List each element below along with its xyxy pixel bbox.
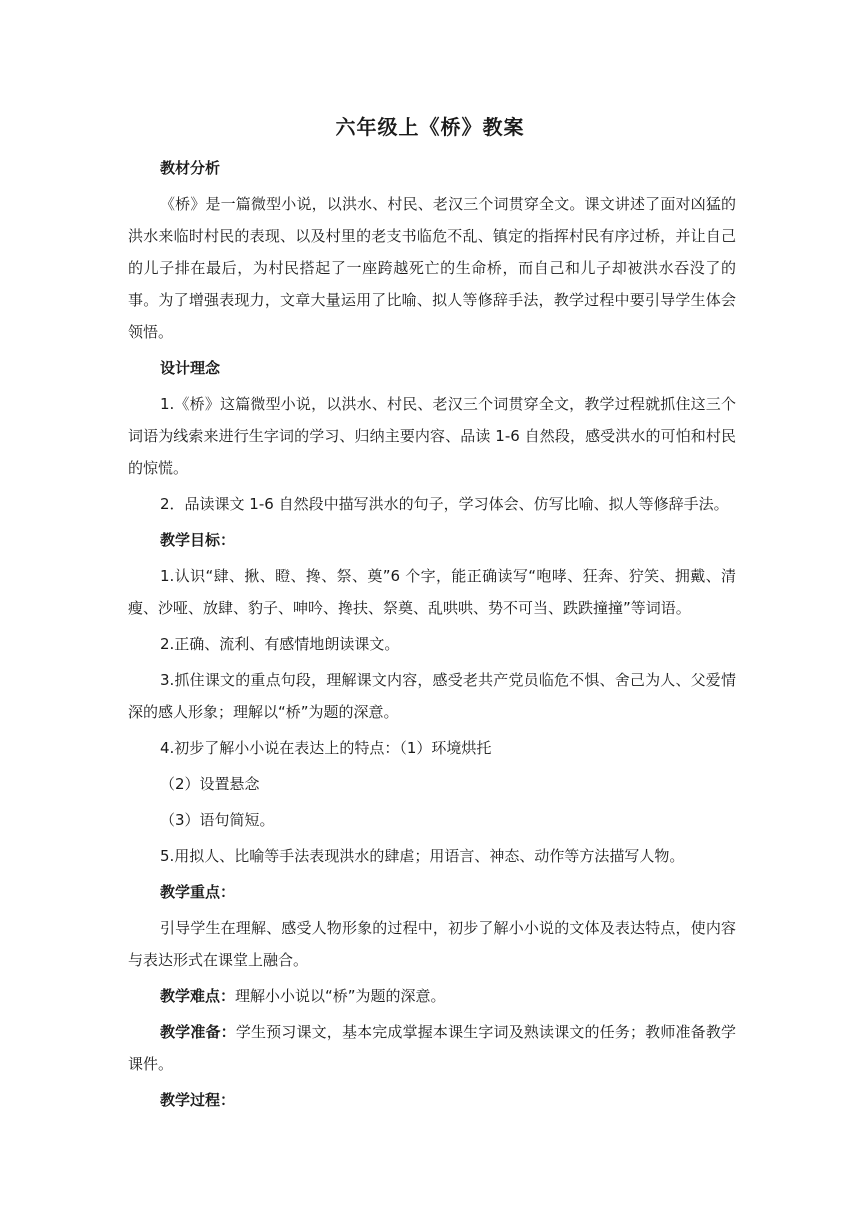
difficulty-paragraph: [128, 980, 736, 1012]
key-points-paragraph: 引导学生在理解、感受人物形象的过程中，初步了解小小说的文体及表达特点，使内容与表达形式在课堂上融合。: [128, 919, 736, 969]
document-title: 六年级上《桥》教案: [335, 115, 525, 139]
difficulty-text: 理解小小说以“桥”为题的深意。: [235, 987, 446, 1005]
analysis-heading: 教材分析: [160, 159, 221, 177]
analysis-paragraph: 《桥》是一篇微型小说，以洪水、村民、老汉三个词贯穿全文。课文讲述了面对凶猛的洪水来临时村民的表现、以及村里的老支书临危不乱、镇定的指挥村民有序过桥，并让自己的儿子排在最后，为村民搭起了一座跨越死亡的生命桥，而自己和儿子却被洪水吞没了的事。为了增强表现力，文章大量运用了比喻、拟人等修辞手法，教学过程中要引导学生体会领悟。: [128, 195, 736, 341]
goal-item-2: 2.正确、流利、有感情地朗读课文。: [160, 635, 400, 653]
goals-heading: 教学目标：: [160, 531, 236, 549]
goal-item-4-sub-3: （3）语句简短。: [160, 811, 275, 829]
concept-item-1: 1.《桥》这篇微型小说，以洪水、村民、老汉三个词贯穿全文，教学过程就抓住这三个词语为线索来进行生字词的学习、归纳主要内容、品读 1-6 自然段，感受洪水的可怕和村民的惊慌。: [128, 395, 736, 477]
concept-item-2: 2．品读课文 1-6 自然段中描写洪水的句子，学习体会、仿写比喻、拟人等修辞手法。: [160, 495, 729, 513]
concept-heading: 设计理念: [160, 359, 221, 377]
document-body: [128, 152, 736, 1120]
goal-item-1: 1.认识“肆、揪、瞪、搀、祭、奠”6 个字，能正确读写“咆哮、狂奔、狞笑、拥戴、清瘦、沙哑、放肆、豹子、呻吟、搀扶、祭奠、乱哄哄、势不可当、跌跌撞撞”等词语。: [128, 567, 736, 617]
preparation-label: 教学准备：: [160, 1023, 236, 1041]
goal-item-4-sub-2: （2）设置悬念: [160, 775, 260, 793]
key-points-heading: 教学重点：: [160, 883, 236, 901]
difficulty-label: 教学难点：: [160, 987, 236, 1005]
goal-item-5: 5.用拟人、比喻等手法表现洪水的肆虐；用语言、神态、动作等方法描写人物。: [160, 847, 685, 865]
preparation-paragraph: [128, 1016, 736, 1080]
preparation-text: 学生预习课文，基本完成掌握本课生字词及熟读课文的任务；教师准备教学课件。: [128, 1023, 736, 1073]
process-heading: 教学过程：: [160, 1091, 236, 1109]
goal-item-3: 3.抓住课文的重点句段，理解课文内容，感受老共产党员临危不惧、舍己为人、父爱情深的感人形象；理解以“桥”为题的深意。: [128, 671, 736, 721]
goal-item-4: 4.初步了解小小说在表达上的特点：（1）环境烘托: [160, 739, 492, 757]
